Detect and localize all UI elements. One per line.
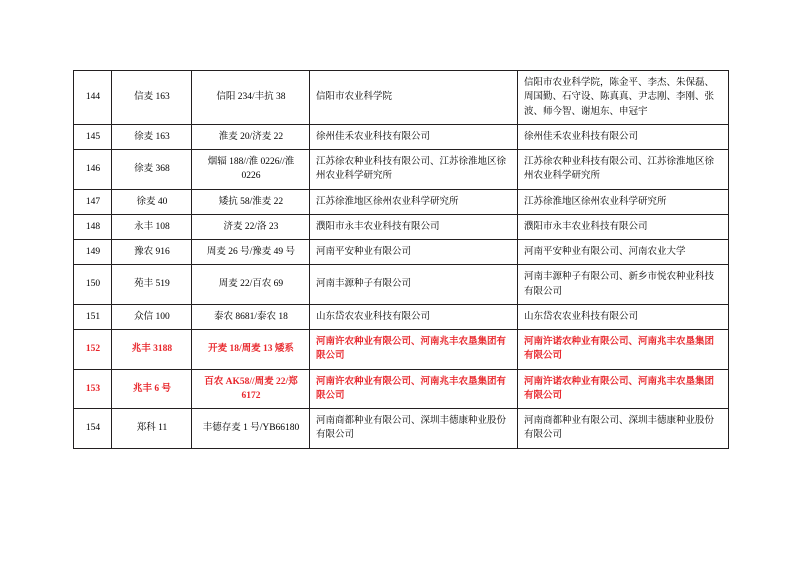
table-row-highlighted	[74, 369, 729, 409]
table-row	[74, 265, 729, 305]
table-body	[74, 71, 729, 449]
variety-combination: 信阳 234/丰抗 38	[192, 71, 310, 125]
applicant: 江苏徐农种业科技有限公司、江苏徐淮地区徐州农业科学研究所	[310, 150, 518, 190]
row-number: 147	[74, 189, 112, 214]
breeder: 江苏徐农种业科技有限公司、江苏徐淮地区徐州农业科学研究所	[518, 150, 729, 190]
applicant: 濮阳市永丰农业科技有限公司	[310, 214, 518, 239]
variety-combination: 淮麦 20/济麦 22	[192, 124, 310, 149]
row-number: 144	[74, 71, 112, 125]
variety-combination: 周麦 22/百农 69	[192, 265, 310, 305]
table-row-highlighted	[74, 330, 729, 370]
variety-combination: 周麦 26 号/豫麦 49 号	[192, 240, 310, 265]
variety-combination: 百农 AK58//周麦 22/郑 6172	[192, 369, 310, 409]
breeder: 山东岱农农业科技有限公司	[518, 304, 729, 329]
variety-name: 郑科 11	[112, 409, 192, 449]
table-row	[74, 124, 729, 149]
breeder: 河南许诺农种业有限公司、河南兆丰农垦集团有限公司	[518, 369, 729, 409]
variety-combination: 丰德存麦 1 号/YB66180	[192, 409, 310, 449]
applicant: 河南许农种业有限公司、河南兆丰农垦集团有限公司	[310, 330, 518, 370]
breeder: 河南商都种业有限公司、深圳丰德康种业股份有限公司	[518, 409, 729, 449]
table-row	[74, 214, 729, 239]
row-number: 152	[74, 330, 112, 370]
applicant: 信阳市农业科学院	[310, 71, 518, 125]
table-row	[74, 304, 729, 329]
variety-name: 兆丰 3188	[112, 330, 192, 370]
table-row	[74, 240, 729, 265]
variety-name: 苑丰 519	[112, 265, 192, 305]
row-number: 145	[74, 124, 112, 149]
variety-combination: 烟辐 188//淮 0226//淮 0226	[192, 150, 310, 190]
applicant: 河南商都种业有限公司、深圳丰德康种业股份有限公司	[310, 409, 518, 449]
variety-combination: 济麦 22/洛 23	[192, 214, 310, 239]
variety-name: 徐麦 368	[112, 150, 192, 190]
breeder: 河南许诺农种业有限公司、河南兆丰农垦集团有限公司	[518, 330, 729, 370]
applicant: 河南许农种业有限公司、河南兆丰农垦集团有限公司	[310, 369, 518, 409]
variety-name: 永丰 108	[112, 214, 192, 239]
variety-name: 徐麦 163	[112, 124, 192, 149]
table-row	[74, 150, 729, 190]
breeder: 河南平安种业有限公司、河南农业大学	[518, 240, 729, 265]
variety-combination: 矮抗 58/淮麦 22	[192, 189, 310, 214]
breeder: 河南丰源种子有限公司、新乡市悦农种业科技有限公司	[518, 265, 729, 305]
row-number: 149	[74, 240, 112, 265]
row-number: 150	[74, 265, 112, 305]
applicant: 河南丰源种子有限公司	[310, 265, 518, 305]
table-row	[74, 189, 729, 214]
variety-name: 徐麦 40	[112, 189, 192, 214]
breeder: 信阳市农业科学院，陈金平、李杰、朱保磊、周国勤、石守设、陈真真、尹志刚、李刚、张波、师今智、谢旭东、申冠宇	[518, 71, 729, 125]
applicant: 江苏徐淮地区徐州农业科学研究所	[310, 189, 518, 214]
applicant: 河南平安种业有限公司	[310, 240, 518, 265]
breeder: 江苏徐淮地区徐州农业科学研究所	[518, 189, 729, 214]
row-number: 146	[74, 150, 112, 190]
applicant: 山东岱农农业科技有限公司	[310, 304, 518, 329]
table-row	[74, 409, 729, 449]
table-row	[74, 71, 729, 125]
applicant: 徐州佳禾农业科技有限公司	[310, 124, 518, 149]
variety-combination: 开麦 18/周麦 13 矮系	[192, 330, 310, 370]
crop-varieties-table	[73, 70, 729, 449]
breeder: 濮阳市永丰农业科技有限公司	[518, 214, 729, 239]
table-container	[73, 70, 728, 449]
variety-combination: 泰农 8681/泰农 18	[192, 304, 310, 329]
row-number: 151	[74, 304, 112, 329]
breeder: 徐州佳禾农业科技有限公司	[518, 124, 729, 149]
variety-name: 豫农 916	[112, 240, 192, 265]
row-number: 153	[74, 369, 112, 409]
variety-name: 信麦 163	[112, 71, 192, 125]
row-number: 148	[74, 214, 112, 239]
variety-name: 兆丰 6 号	[112, 369, 192, 409]
variety-name: 众信 100	[112, 304, 192, 329]
row-number: 154	[74, 409, 112, 449]
